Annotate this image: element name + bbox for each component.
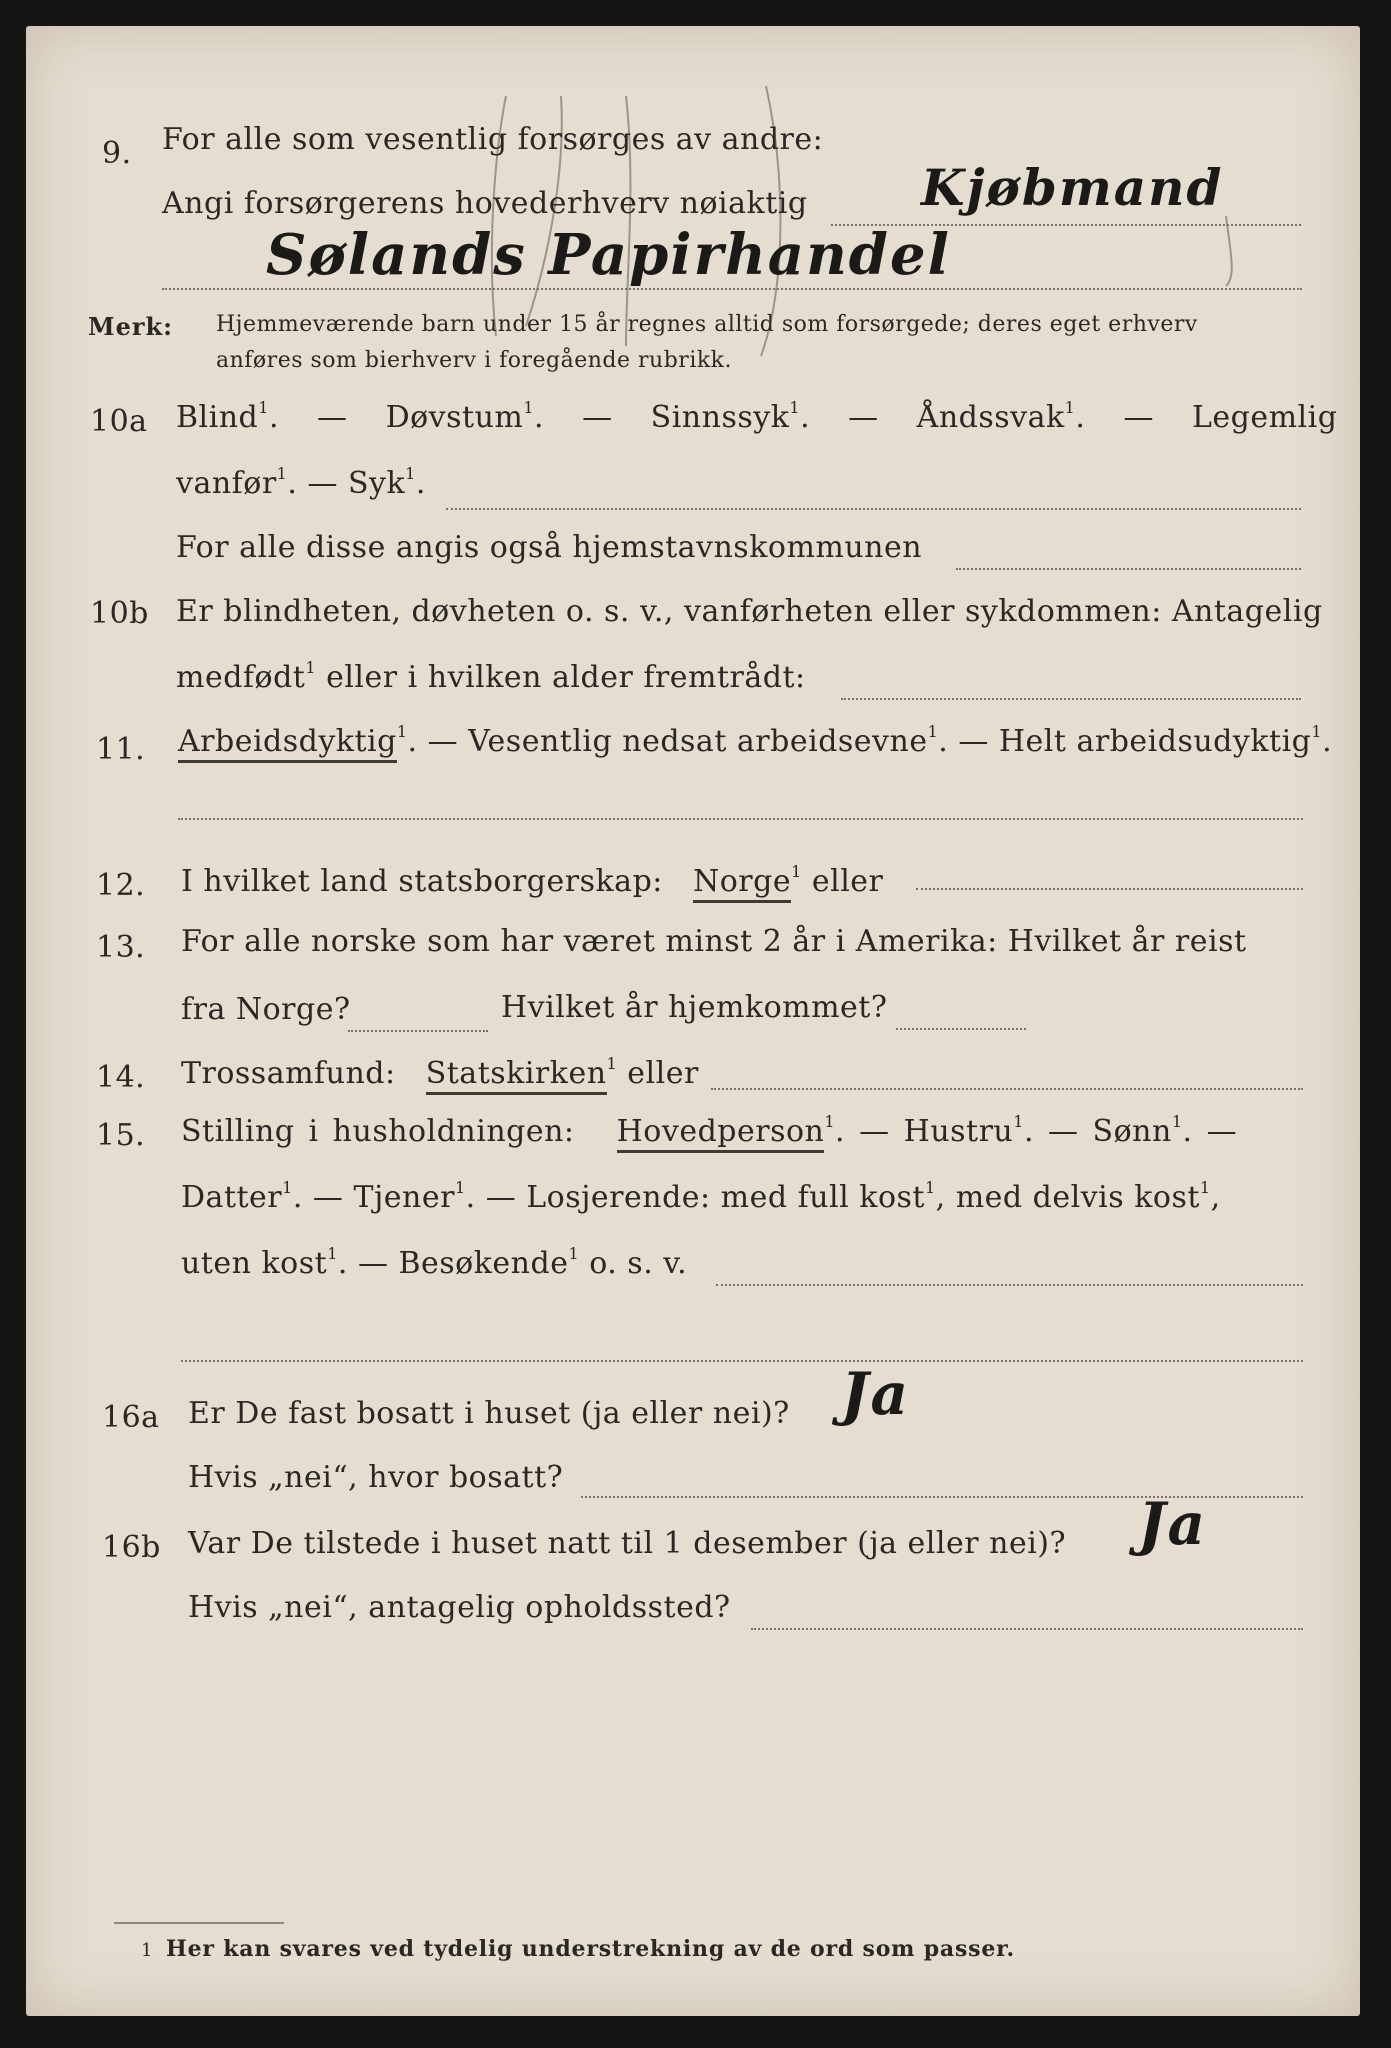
q13-line1: For alle norske som har været minst 2 år i Amerika: Hvilket år reist: [181, 924, 1247, 959]
q9-handwritten-occupation: Kjøbmand: [921, 158, 1224, 217]
q16b-handwritten-answer: Ja: [1138, 1490, 1208, 1558]
q10b-number: 10b: [90, 596, 149, 631]
q15-number: 15.: [96, 1118, 146, 1153]
opt-sinnssyk: — Sinnssyk: [582, 400, 790, 435]
q11-number: 11.: [96, 732, 146, 767]
q10a-line1: Blind$^1$. — Døvstum$^1$. — Sinnssyk$^1$. — Åndssvak$^1$. — Legemlig: [176, 398, 1338, 435]
q15-fill-line-1: [716, 1284, 1303, 1286]
q11-opt-arbeidsdyktig-underlined: Arbeidsdyktig: [178, 724, 397, 763]
q16a-handwritten-answer: Ja: [841, 1360, 911, 1428]
q11-line: Arbeidsdyktig$^1$. — Vesentlig nedsat arbeidsevne$^1$. — Helt arbeidsudyktig$^1$.: [178, 724, 1332, 759]
q10a-line3: For alle disse angis også hjemstavnskommunen: [176, 530, 923, 565]
opt-blind: Blind: [176, 400, 259, 435]
census-form-page: [26, 26, 1360, 2016]
q15-opt-hovedperson-underlined: Hovedperson: [617, 1114, 825, 1153]
q10a-line2: vanfør$^1$. — Syk$^1$.: [176, 464, 426, 501]
q12-number: 12.: [96, 868, 146, 903]
q15-fill-line-2: [181, 1360, 1303, 1362]
q16b-number: 16b: [102, 1530, 161, 1565]
q13-number: 13.: [96, 930, 146, 965]
q9-line1: For alle som vesentlig forsørges av andre:: [162, 122, 824, 157]
q13-line2-b: Hvilket år hjemkommet?: [501, 990, 888, 1025]
q14-line: Trossamfund: Statskirken$^1$ eller: [181, 1056, 699, 1091]
q16b-line2: Hvis „nei“, antagelig opholdssted?: [188, 1590, 731, 1625]
q12-opt-norge-underlined: Norge: [693, 864, 791, 903]
merk-label: Merk:: [88, 312, 173, 341]
opt-dovstum: — Døvstum: [317, 400, 524, 435]
q9-handwritten-employer: Sølands Papirhandel: [266, 222, 951, 288]
q16a-line2: Hvis „nei“, hvor bosatt?: [188, 1460, 564, 1495]
q9-fill-line-2: [162, 288, 1302, 290]
q16b-line1: Var De tilstede i huset natt til 1 desember (ja eller nei)?: [188, 1526, 1067, 1561]
q12-fill-line: [916, 888, 1303, 890]
q9-number: 9.: [102, 136, 132, 171]
q11-fill-line: [178, 818, 1303, 820]
q13-line2-a: fra Norge?: [181, 992, 351, 1027]
q10b-fill-line: [841, 698, 1301, 700]
merk-line2: anføres som bierhverv i foregående rubrikk.: [216, 348, 733, 373]
q15-line2: Datter$^1$. — Tjener$^1$. — Losjerende: med full kost$^1$, med delvis kost$^1$,: [181, 1178, 1221, 1215]
q16a-line1: Er De fast bosatt i huset (ja eller nei)?: [188, 1396, 790, 1431]
q9-line2: Angi forsørgerens hovederhverv nøiaktig: [162, 186, 808, 221]
footnote-rule: [114, 1922, 284, 1924]
q10b-line1: Er blindheten, døvheten o. s. v., vanførheten eller sykdommen: Antagelig: [176, 594, 1323, 629]
q14-number: 14.: [96, 1060, 146, 1095]
q10a-fill-line-2: [956, 568, 1301, 570]
merk-line1: Hjemmeværende barn under 15 år regnes alltid som forsørgede; deres eget erhverv: [216, 312, 1198, 337]
q16a-number: 16a: [102, 1400, 160, 1435]
q12-line: I hvilket land statsborgerskap: Norge$^1$ eller: [181, 864, 883, 899]
q10a-number: 10a: [90, 404, 148, 439]
q15-line1: Stilling i husholdningen: Hovedperson$^1$. — Hustru$^1$. — Sønn$^1$. —: [181, 1114, 1237, 1149]
q13-fill-line-1: [348, 1030, 488, 1032]
footnote-number: 1: [141, 1940, 153, 1961]
q14-opt-statskirken-underlined: Statskirken: [426, 1056, 607, 1095]
q14-fill-line: [711, 1088, 1303, 1090]
opt-andssvak: — Åndssvak: [848, 400, 1065, 435]
opt-syk: — Syk: [307, 466, 406, 501]
q13-fill-line-2: [896, 1028, 1026, 1030]
q16b-fill-line: [751, 1628, 1303, 1630]
q10b-line2: medfødt$^1$ eller i hvilken alder fremtrådt:: [176, 658, 806, 695]
q15-line3: uten kost$^1$. — Besøkende$^1$ o. s. v.: [181, 1244, 688, 1281]
footnote-text: Her kan svares ved tydelig understrekning av de ord som passer.: [166, 1936, 1015, 1962]
opt-legemlig: — Legemlig: [1123, 400, 1338, 435]
q10a-fill-line-1: [446, 508, 1301, 510]
opt-vanfor: vanfør: [176, 466, 277, 501]
